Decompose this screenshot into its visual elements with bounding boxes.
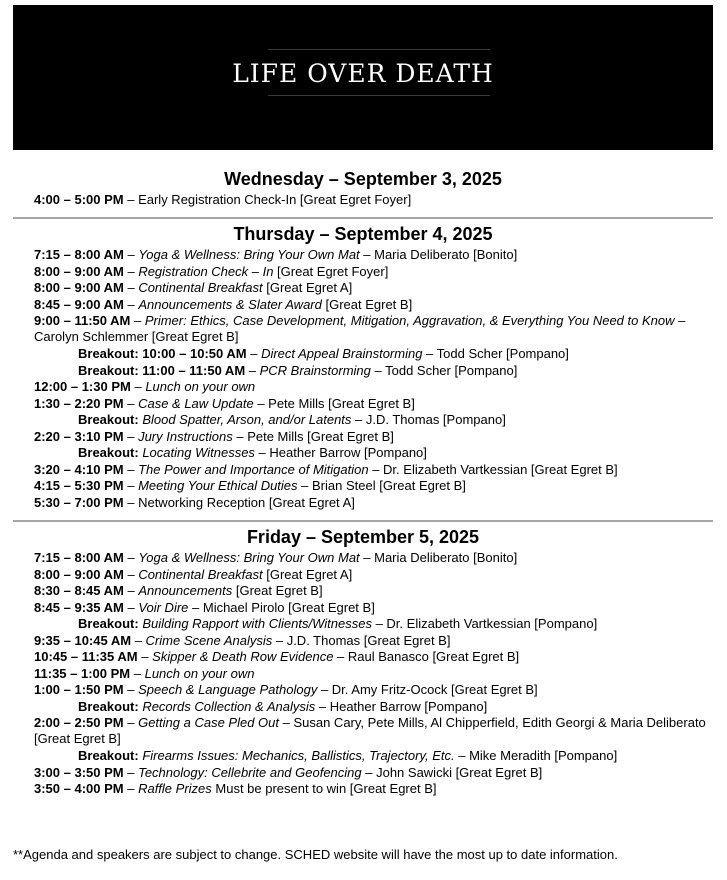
agenda-entry: 8:00 – 9:00 AM – Registration Check – In [Great Egret Foyer] [34,264,389,279]
agenda-entry: 9:00 – 11:50 AM – Primer: Ethics, Case Development, Mitigation, Aggravation, & Everything You Need to Know – Carolyn Schlemmer [Great Egret B] [34,313,686,344]
agenda-entry: 8:00 – 9:00 AM – Continental Breakfast [Great Egret A] [34,567,353,582]
agenda-entry: 2:20 – 3:10 PM – Jury Instructions – Pete Mills [Great Egret B] [34,429,394,444]
breakout-entry: Breakout: Firearms Issues: Mechanics, Ballistics, Trajectory, Etc. – Mike Meradith [Pompano] [78,748,618,763]
agenda-entry: 4:00 – 5:00 PM – Early Registration Check-In [Great Egret Foyer] [34,192,412,207]
day-title-thursday: Thursday – September 4, 2025 [233,224,493,244]
breakout-entry: Breakout: Locating Witnesses – Heather Barrow [Pompano] [78,445,427,460]
agenda-entry: 10:45 – 11:35 AM – Skipper & Death Row Evidence – Raul Banasco [Great Egret B] [34,649,520,664]
day-title-friday: Friday – September 5, 2025 [246,527,480,547]
section-divider [13,520,713,522]
breakout-entry: Breakout: 11:00 – 11:50 AM – PCR Brainstorming – Todd Scher [Pompano] [78,363,518,378]
footer-note: **Agenda and speakers are subject to change. SCHED website will have the most up to date information. [13,847,618,862]
day-title-wednesday: Wednesday – September 3, 2025 [224,169,502,189]
breakout-entry: Breakout: Blood Spatter, Arson, and/or Latents – J.D. Thomas [Pompano] [78,412,506,427]
breakout-entry: Breakout: 10:00 – 10:50 AM – Direct Appeal Brainstorming – Todd Scher [Pompano] [78,346,569,361]
agenda-entry: 8:30 – 8:45 AM – Announcements [Great Egret B] [34,583,323,598]
banner-rule-top [268,49,490,50]
agenda-entry: 3:00 – 3:50 PM – Technology: Cellebrite and Geofencing – John Sawicki [Great Egret B] [34,765,543,780]
agenda-entry: 9:35 – 10:45 AM – Crime Scene Analysis – J.D. Thomas [Great Egret B] [34,633,451,648]
section-divider [13,217,713,219]
agenda-entry: 3:50 – 4:00 PM – Raffle Prizes Must be present to win [Great Egret B] [34,781,437,796]
breakout-entry: Breakout: Records Collection & Analysis – Heather Barrow [Pompano] [78,699,488,714]
event-banner [13,5,713,150]
agenda-entry: 1:30 – 2:20 PM – Case & Law Update – Pete Mills [Great Egret B] [34,396,415,411]
agenda-entry: 7:15 – 8:00 AM – Yoga & Wellness: Bring Your Own Mat – Maria Deliberato [Bonito] [34,247,518,262]
banner-rule-bottom [268,95,490,96]
agenda-entry: 2:00 – 2:50 PM – Getting a Case Pled Out – Susan Cary, Pete Mills, Al Chipperfield, Edith Georgi & Maria Deliberato [Great Egret B] [34,715,706,746]
banner-title: LIFE OVER DEATH [232,59,494,88]
agenda-entry: 3:20 – 4:10 PM – The Power and Importance of Mitigation – Dr. Elizabeth Vartkessian [Great Egret B] [34,462,618,477]
agenda-entry: 8:45 – 9:00 AM – Announcements & Slater Award [Great Egret B] [34,297,413,312]
agenda-entry: 8:45 – 9:35 AM – Voir Dire – Michael Pirolo [Great Egret B] [34,600,375,615]
agenda-entry: 4:15 – 5:30 PM – Meeting Your Ethical Duties – Brian Steel [Great Egret B] [34,478,466,493]
agenda-entry: 1:00 – 1:50 PM – Speech & Language Pathology – Dr. Amy Fritz-Ocock [Great Egret B] [34,682,538,697]
agenda-entry: 5:30 – 7:00 PM – Networking Reception [Great Egret A] [34,495,355,510]
agenda-entry: 11:35 – 1:00 PM – Lunch on your own [34,666,255,681]
agenda-entry: 7:15 – 8:00 AM – Yoga & Wellness: Bring Your Own Mat – Maria Deliberato [Bonito] [34,550,518,565]
agenda-entry: 12:00 – 1:30 PM – Lunch on your own [34,379,256,394]
breakout-entry: Breakout: Building Rapport with Clients/Witnesses – Dr. Elizabeth Vartkessian [Pompano] [78,616,598,631]
agenda-entry: 8:00 – 9:00 AM – Continental Breakfast [Great Egret A] [34,280,353,295]
